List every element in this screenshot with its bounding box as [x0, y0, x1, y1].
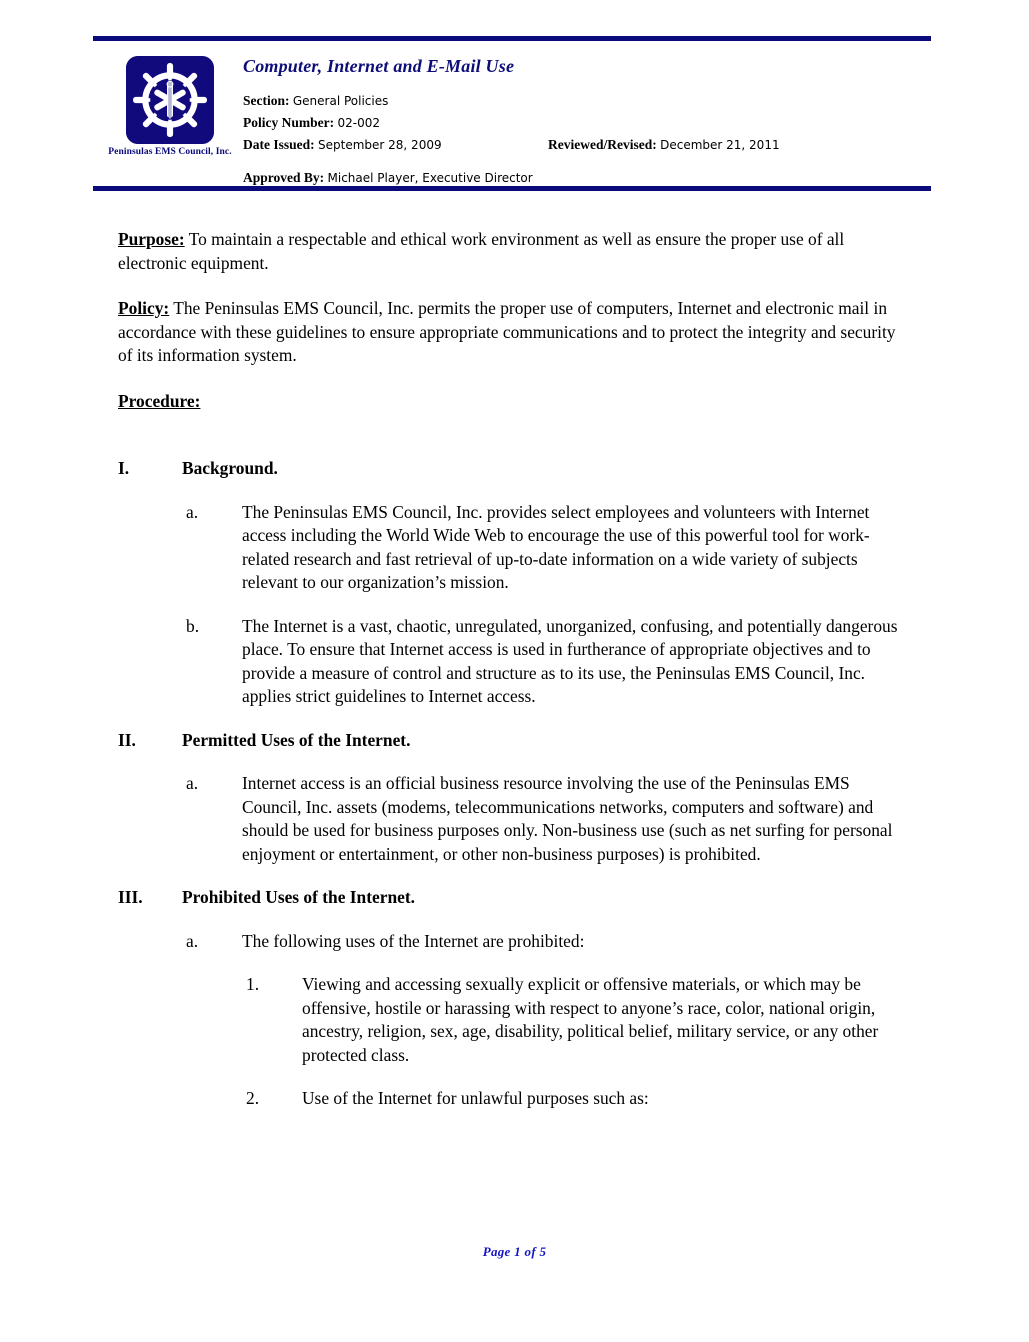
section-heading [118, 457, 908, 481]
document-header [93, 48, 938, 185]
document-body [118, 228, 908, 1131]
document-title: Computer, Internet and E-Mail Use [243, 56, 515, 76]
page-footer [0, 1243, 1029, 1261]
section-title: Background. [182, 458, 278, 478]
purpose-paragraph [118, 228, 908, 275]
procedure-heading-wrap [118, 390, 908, 436]
page-number: Page 1 of 5 [482, 1244, 547, 1259]
list-item-marker: b. [186, 615, 200, 636]
section-number: I. [118, 458, 130, 478]
policy-label: Policy: [118, 298, 170, 318]
list-item [118, 501, 908, 595]
purpose-label: Purpose: [118, 229, 185, 249]
meta-policy-number [243, 112, 938, 134]
ship-wheel-star-of-life-icon [126, 56, 214, 144]
section-title: Prohibited Uses of the Internet. [182, 887, 415, 907]
list-item-text: Internet access is an official business resource involving the use of the Peninsulas EMS Council, Inc. assets (modems, telecommunications networks, computers and software) and should be used for business purposes only. Non-business use (such as net surfing for personal enjoyment or entertainment, or other non-business purposes) is prohibited. [242, 773, 893, 864]
reviewed-revised-value: December 21, 2011 [660, 138, 780, 152]
list-item-text: The Peninsulas EMS Council, Inc. provides select employees and volunteers with Internet access including the World Wide Web to encourage the use of this powerful tool for work-related research and fast retrieval of up-to-date information on a wide variety of subjects relevant to our organization’s mission. [242, 501, 870, 592]
policy-paragraph [118, 297, 908, 368]
approved-by-value: Michael Player, Executive Director [327, 171, 533, 185]
list-item [118, 930, 908, 954]
header-text-block [243, 56, 938, 189]
organization-logo [100, 56, 240, 157]
meta-reviewed-revised [548, 134, 780, 156]
list-item [118, 772, 908, 866]
section-heading [118, 886, 908, 910]
list-item-marker: a. [186, 501, 199, 522]
list-item-text: The Internet is a vast, chaotic, unregulated, unorganized, confusing, and potentially dangerous place. To ensure that Internet access is used in furtherance of appropriate objectives and to provide a measure of control and structure as to its use, the Peninsulas EMS Council, Inc. applies strict guidelines to Internet access. [242, 615, 898, 706]
list-item [118, 615, 908, 709]
section-iii [118, 886, 908, 1111]
section-title: Permitted Uses of the Internet. [182, 729, 411, 750]
header-bottom-rule [93, 186, 931, 191]
reviewed-revised-label: Reviewed/Revised: [548, 137, 657, 152]
header-top-rule [93, 36, 931, 41]
section-number: III. [118, 887, 143, 907]
section-i [118, 457, 908, 709]
list-item [118, 973, 908, 1067]
policy-number-value: 02-002 [337, 116, 380, 130]
list-item-marker: a. [186, 930, 199, 951]
section-value: General Policies [292, 94, 389, 108]
section-number: II. [118, 729, 136, 750]
date-issued-value: September 28, 2009 [318, 138, 442, 152]
list-item-marker: a. [186, 773, 199, 793]
policy-number-label: Policy Number: [243, 115, 335, 130]
date-issued-label: Date Issued: [243, 137, 315, 152]
procedure-heading: Procedure: [118, 390, 201, 411]
meta-date-issued [243, 134, 938, 156]
logo-caption: Peninsulas EMS Council, Inc. [108, 147, 232, 157]
section-ii [118, 729, 908, 867]
approved-by-label: Approved By: [243, 170, 325, 185]
meta-section [243, 90, 938, 112]
purpose-text: To maintain a respectable and ethical work environment as well as ensure the proper use of all electronic equipment. [118, 229, 845, 273]
list-item-text: Viewing and accessing sexually explicit or offensive materials, or which may be offensive, hostile or harassing with respect to anyone’s race, color, national origin, ancestry, religion, sex, age, disability, political belief, military service, or any other protected class. [302, 974, 879, 1065]
policy-text: The Peninsulas EMS Council, Inc. permits the proper use of computers, Internet and electronic mail in accordance with these guidelines to ensure appropriate communications and to protect the integrity and security of its information system. [118, 298, 896, 365]
section-label: Section: [243, 93, 290, 108]
list-item-marker: 2. [246, 1088, 260, 1108]
list-item-text: The following uses of the Internet are prohibited: [242, 930, 585, 951]
list-item-marker: 1. [246, 974, 260, 994]
list-item [118, 1087, 908, 1111]
list-item-text: Use of the Internet for unlawful purposes such as: [302, 1088, 649, 1108]
section-heading [118, 729, 908, 753]
